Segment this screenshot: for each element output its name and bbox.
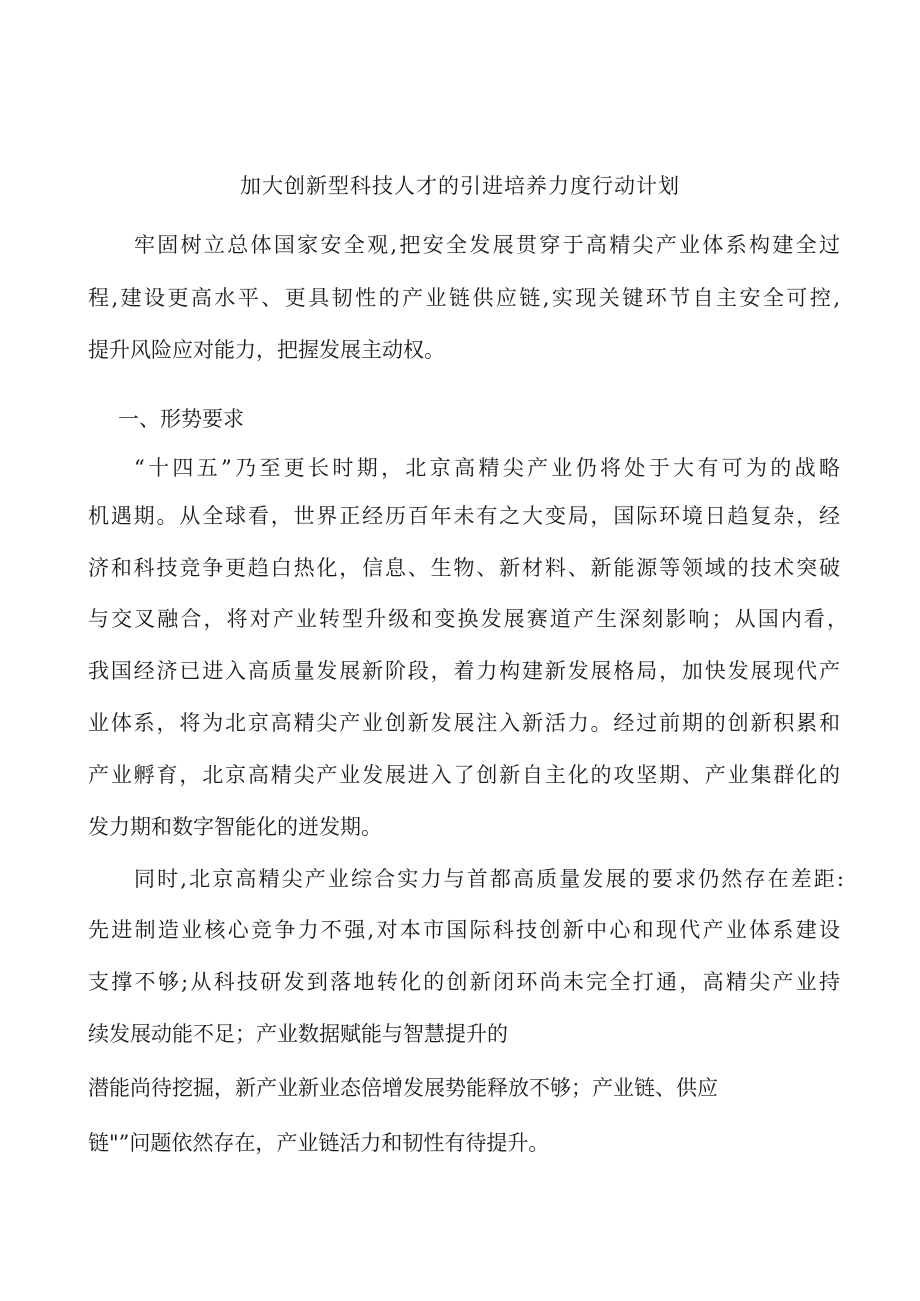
intro-line-1: 牢固树立总体国家安全观,把安全发展贯穿于高精尖产业体系构建全过 [134, 233, 840, 257]
para2-line-2: 先进制造业核心竞争力不强,对本市国际科技创新中心和现代产业体系建设 [88, 918, 840, 942]
para1-line-2: 机遇期。从全球看，世界正经历百年未有之大变局，国际环境日趋复杂，经 [88, 504, 840, 528]
para2-line-4: 续发展动能不足；产业数据赋能与智慧提升的 [88, 1022, 508, 1046]
intro-line-2: 程,建设更高水平、更具韧性的产业链供应链,实现关键环节自主安全可控, [88, 286, 840, 310]
para1-line-1: “十四五”乃至更长时期，北京高精尖产业仍将处于大有可为的战略 [134, 456, 840, 480]
section-heading: 一、形势要求 [118, 407, 244, 431]
para2-line-3: 支撑不够;从科技研发到落地转化的创新闭环尚未完全打通，高精尖产业持 [88, 970, 840, 994]
para1-line-8: 发力期和数字智能化的迸发期。 [88, 815, 382, 839]
para2-line-1: 同时,北京高精尖产业综合实力与首都高质量发展的要求仍然存在差距: [134, 867, 844, 891]
para1-line-3: 济和科技竞争更趋白热化，信息、生物、新材料、新能源等领域的技术突破 [88, 556, 840, 580]
intro-line-3: 提升风险应对能力，把握发展主动权。 [88, 338, 445, 362]
para2-line-5: 潜能尚待挖掘，新产业新业态倍增发展势能释放不够；产业链、供应 [88, 1076, 718, 1100]
document-title: 加大创新型科技人才的引进培养力度行动计划 [240, 174, 680, 198]
para2-line-6: 链"”问题依然存在，产业链活力和韧性有待提升。 [88, 1131, 550, 1155]
para1-line-6: 业体系，将为北京高精尖产业创新发展注入新活力。经过前期的创新积累和 [88, 711, 840, 735]
para1-line-7: 产业孵育，北京高精尖产业发展进入了创新自主化的攻坚期、产业集群化的 [88, 763, 840, 787]
para1-line-5: 我国经济已进入高质量发展新阶段，着力构建新发展格局，加快发展现代产 [88, 659, 840, 683]
para1-line-4: 与交叉融合，将对产业转型升级和变换发展赛道产生深刻影响；从国内看， [88, 607, 848, 631]
